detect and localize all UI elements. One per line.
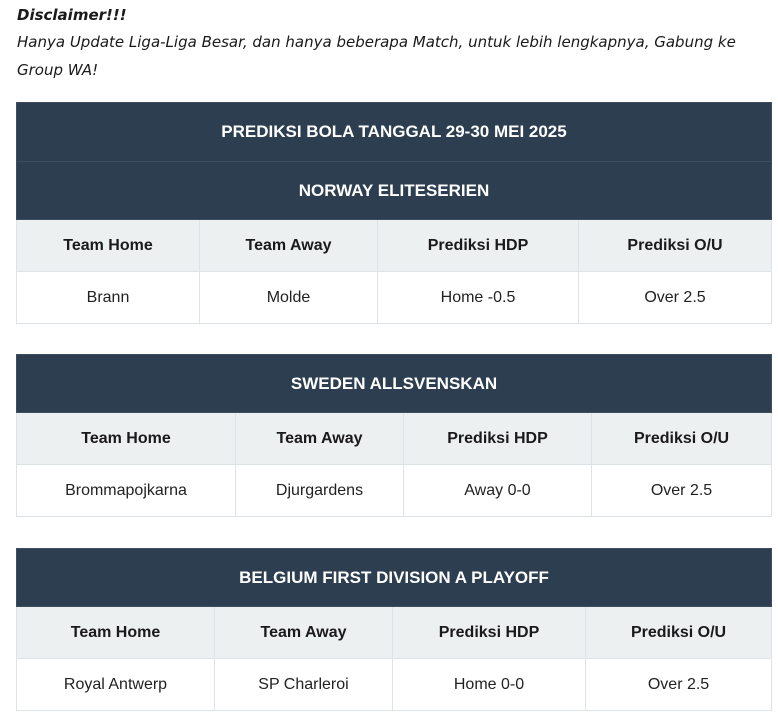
header-team-home: Team Home [17, 607, 215, 659]
main-title: PREDIKSI BOLA TANGGAL 29-30 MEI 2025 [17, 103, 772, 162]
cell-team-home: Brann [17, 272, 200, 324]
cell-prediksi-ou: Over 2.5 [592, 465, 772, 517]
disclaimer-title: Disclaimer!!! [17, 6, 127, 24]
disclaimer [17, 4, 773, 84]
header-prediksi-ou: Prediksi O/U [592, 413, 772, 465]
header-prediksi-ou: Prediksi O/U [586, 607, 772, 659]
column-header-row [17, 413, 772, 465]
cell-prediksi-ou: Over 2.5 [586, 659, 772, 711]
table-row [17, 659, 772, 711]
table-row [17, 465, 772, 517]
prediction-table-sweden [16, 354, 772, 517]
league-title: SWEDEN ALLSVENSKAN [17, 355, 772, 413]
cell-prediksi-hdp: Home -0.5 [378, 272, 579, 324]
prediction-table-belgium [16, 548, 772, 711]
cell-prediksi-hdp: Away 0-0 [404, 465, 592, 517]
cell-team-away: Molde [200, 272, 378, 324]
header-prediksi-ou: Prediksi O/U [579, 220, 772, 272]
cell-prediksi-hdp: Home 0-0 [393, 659, 586, 711]
header-team-away: Team Away [200, 220, 378, 272]
header-prediksi-hdp: Prediksi HDP [393, 607, 586, 659]
cell-team-home: Royal Antwerp [17, 659, 215, 711]
cell-team-away: Djurgardens [236, 465, 404, 517]
disclaimer-text: Hanya Update Liga-Liga Besar, dan hanya beberapa Match, untuk lebih lengkapnya, Gabung ke Group WA! [17, 33, 736, 79]
header-team-away: Team Away [215, 607, 393, 659]
table-row [17, 272, 772, 324]
header-prediksi-hdp: Prediksi HDP [404, 413, 592, 465]
column-header-row [17, 220, 772, 272]
league-title: NORWAY ELITESERIEN [17, 162, 772, 220]
column-header-row [17, 607, 772, 659]
cell-prediksi-ou: Over 2.5 [579, 272, 772, 324]
header-team-home: Team Home [17, 413, 236, 465]
cell-team-away: SP Charleroi [215, 659, 393, 711]
header-team-home: Team Home [17, 220, 200, 272]
header-team-away: Team Away [236, 413, 404, 465]
cell-team-home: Brommapojkarna [17, 465, 236, 517]
league-title: BELGIUM FIRST DIVISION A PLAYOFF [17, 549, 772, 607]
prediction-table-norway [16, 102, 772, 324]
header-prediksi-hdp: Prediksi HDP [378, 220, 579, 272]
